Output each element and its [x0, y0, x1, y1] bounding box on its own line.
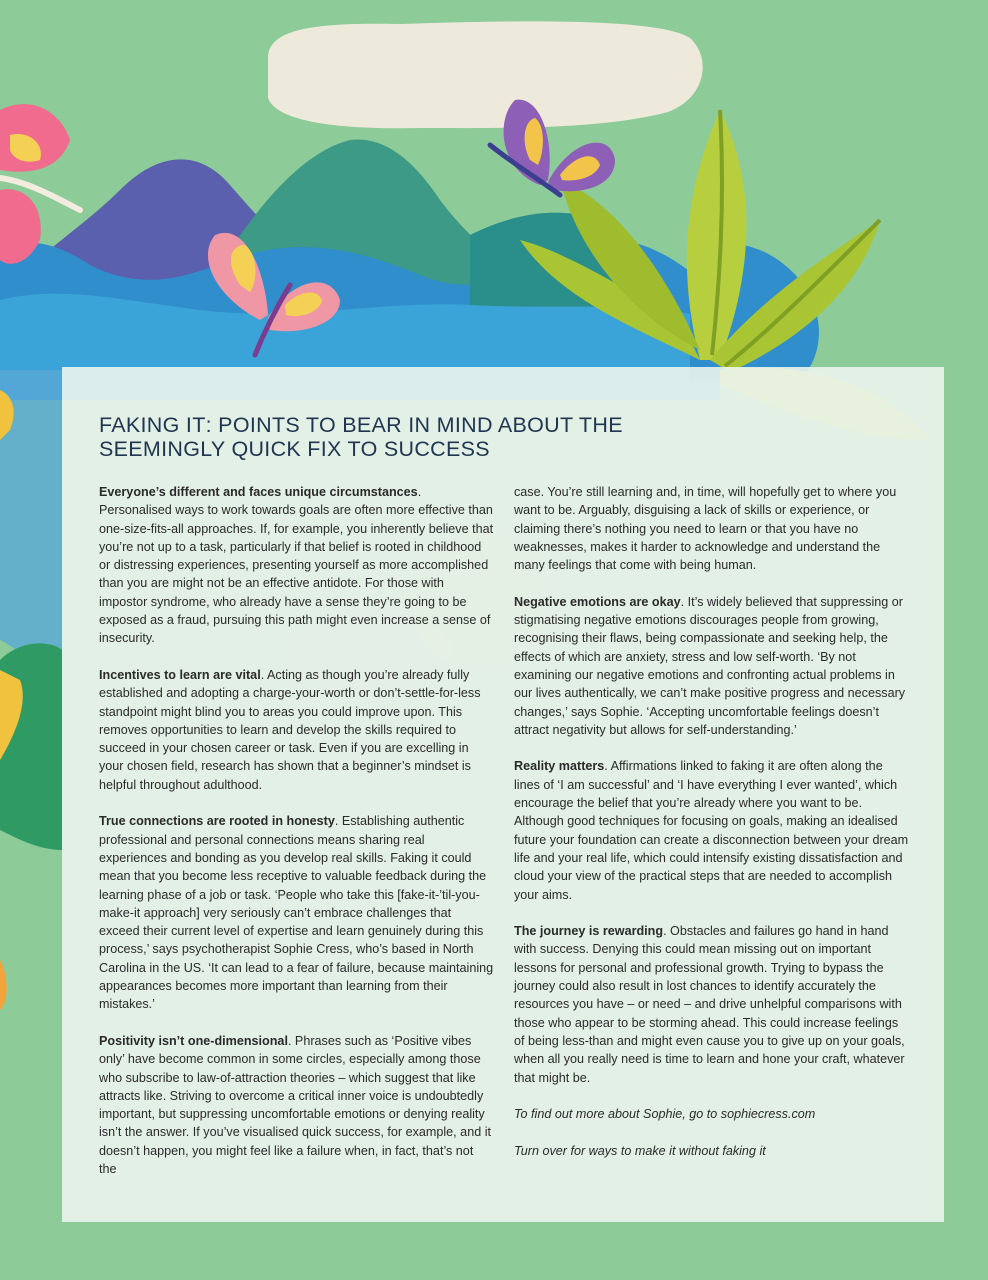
section-body: . Phrases such as ‘Positive vibes only’ have become common in some circles, especially among those who subscribe to law-of-attraction theories – which suggest that like attracts like. Striving to overcome a critical inner voice is undoubtedly important, but suppressing uncomfortable emotions or denying reality isn’t the answer. If you’ve visualised quick success, for example, and it doesn’t happen, you might feel like a failure when, in fact, that’s not the — [99, 1033, 491, 1176]
section-body: case. You’re still learning and, in time, will hopefully get to where you want to be. Arguably, disguising a lack of skills or experience, or claiming there’s nothing you need to learn or that you have no weaknesses, makes it harder to acknowledge and understand the many feelings that come with being human. — [514, 485, 897, 573]
right-column — [514, 483, 909, 1178]
section-body: . Obstacles and failures go hand in hand with success. Denying this could mean missing out on important lessons for personal and professional growth. Trying to bypass the journey could also result in lost chances to identify accurately the resources you have – or need – and drive unhelpful comparisons with those who appear to be storming ahead. This could increase feelings of being less-than and might even cause you to give up on your goals, when all you really need is time to learn and hone your craft, whatever that might be. — [514, 924, 905, 1085]
section-heading: Everyone’s different and faces unique circumstances — [99, 485, 418, 499]
section-heading: Positivity isn’t one-dimensional — [99, 1033, 288, 1048]
section-paragraph — [99, 1032, 494, 1178]
section-heading: True connections are rooted in honesty — [99, 814, 335, 829]
section-paragraph — [514, 757, 909, 903]
footnote-turn-over: Turn over for ways to make it without faking it — [514, 1143, 766, 1158]
section-body: . It’s widely believed that suppressing or stigmatising negative emotions discourages people from growing, recognising their flaws, being compassionate and seeking help, the effects of which are anxiety, stress and low self-worth. ‘By not examining our negative emotions and confronting actual problems in our lives authentically, we can’t make positive progress and necessary changes,’ says Sophie. ‘Accepting uncomfortable feelings doesn’t attract negativity but allows for self-understanding.’ — [514, 594, 906, 737]
section-paragraph — [514, 922, 909, 1087]
section-heading: Reality matters — [514, 759, 605, 774]
section-heading: The journey is rewarding — [514, 924, 664, 939]
section-body: . Affirmations linked to faking it are often along the lines of ‘I am successful’ and ‘I have everything I ever wanted’, which encourage the belief that you’re already where you want to be. Although good techniques for focusing on goals, making an idealised future your foundation can create a disconnection between your dream life and your real life, which could intensify existing dissatisfaction and cloud your view of the practical steps that are needed to accomplish your aims. — [514, 759, 909, 902]
section-body: . Acting as though you’re already fully established and adopting a charge-your-worth or don’t-settle-for-less standpoint might blind you to areas you could improve upon. This removes opportunities to learn and develop the skills required to succeed in your chosen career or task. Even if you are excelling in your chosen field, research has shown that a beginner’s mindset is helpful throughout adulthood. — [99, 667, 481, 792]
footnote-sophie-link: To find out more about Sophie, go to sophiecress.com — [514, 1107, 816, 1122]
article-title — [99, 413, 659, 461]
section-paragraph — [514, 593, 909, 739]
left-orange-sliver — [0, 960, 7, 1010]
left-green-hill — [0, 643, 62, 850]
section-body: . Establishing authentic professional and personal connections means sharing real experiences and bonding as you develop real skills. Faking it could mean that you become less receptive to valuable feedback during the learning phase of a job or task. ‘People who take this [fake-it-’til-you-make-it approach] very seriously can’t embrace challenges that exceed their current level of expertise and learn genuinely during this process,’ says psychotherapist Sophie Cress, who’s based in North Carolina in the US. ‘It can lead to a fear of failure, because maintaining appearances becomes more important than learning from their mistakes.’ — [99, 814, 494, 1012]
section-paragraph — [99, 812, 494, 1013]
section-heading: Negative emotions are okay — [514, 594, 681, 609]
section-paragraph — [99, 483, 494, 648]
section-body: . Personalised ways to work towards goals are often more effective than one-size-fits-all approaches. If, for example, you inherently believe that you’re not up to a task, particularly if that belief is rooted in childhood or distressing experiences, presenting yourself as more accomplished than you are might not be an effective antidote. For those with impostor syndrome, who already have a sense they’re going to be exposed as a fraud, pursuing this path might even increase a sense of insecurity. — [99, 485, 494, 646]
section-paragraph — [514, 483, 909, 574]
title-highlight: FAKING IT — [99, 413, 206, 437]
cloud-shape — [268, 21, 703, 128]
left-column — [99, 483, 494, 1197]
title-rest: : POINTS TO BEAR IN MIND ABOUT THE SEEMINGLY QUICK FIX TO SUCCESS — [99, 413, 623, 461]
section-paragraph — [99, 666, 494, 794]
section-heading: Incentives to learn are vital — [99, 667, 261, 682]
